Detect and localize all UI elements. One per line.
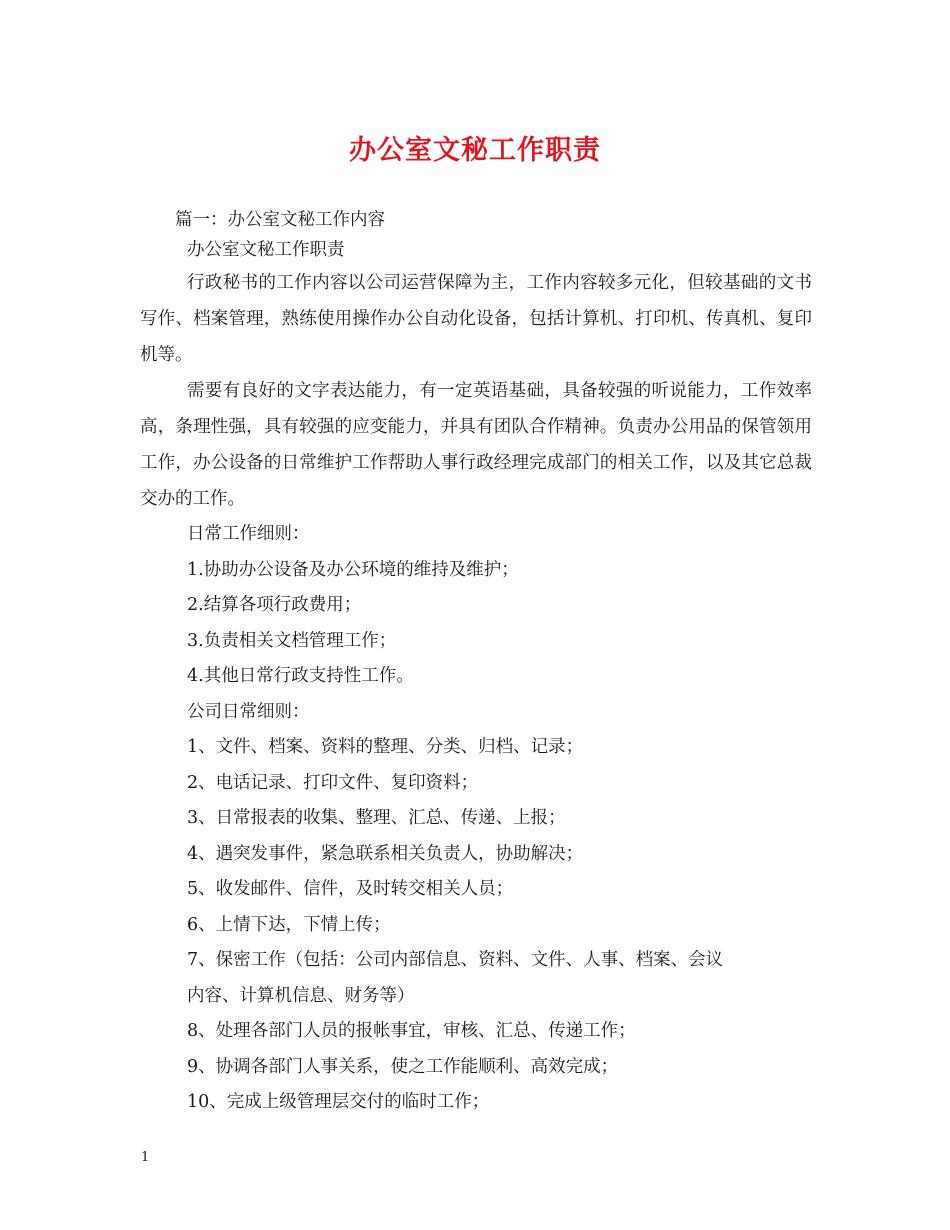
list-item: 10、完成上级管理层交付的临时工作； xyxy=(187,1092,490,1112)
list-item: 9、协调各部门人事关系，使之工作能顺利、高效完成； xyxy=(187,1056,619,1077)
document-body xyxy=(140,205,812,1121)
section-subtitle: 办公室文秘工作职责 xyxy=(187,240,345,260)
paragraph: 行政秘书的工作内容以公司运营保障为主，工作内容较多元化，但较基础的文书写作、档案管理，熟练使用操作办公自动化设备，包括计算机、打印机、传真机、复印机等。 xyxy=(140,273,812,365)
list-item: 8、处理各部门人员的报帐事宜，审核、汇总、传递工作； xyxy=(187,1021,636,1041)
list-item: 7、保密工作（包括：公司内部信息、资料、文件、人事、档案、会议 xyxy=(187,950,724,970)
list-item: 4、遇突发事件，紧急联系相关负责人，协助解决； xyxy=(187,843,584,864)
list-item: 3.负责相关文档管理工作； xyxy=(187,630,397,651)
page-number: 1 xyxy=(141,1150,150,1165)
daily-rules-heading: 日常工作细则： xyxy=(187,524,310,544)
list-item: 2.结算各项行政费用； xyxy=(187,595,362,615)
list-item: 5、收发邮件、信件，及时转交相关人员； xyxy=(187,879,514,899)
list-item: 6、上情下达，下情上传； xyxy=(187,914,391,935)
list-item: 1、文件、档案、资料的整理、分类、归档、记录； xyxy=(187,737,584,757)
document-title: 办公室文秘工作职责 xyxy=(349,135,601,166)
section-heading: 篇一：办公室文秘工作内容 xyxy=(175,210,385,230)
paragraph: 需要有良好的文字表达能力，有一定英语基础，具备较强的听说能力，工作效率高，条理性强，具有较强的应变能力，并具有团队合作精神。负责办公用品的保管领用工作，办公设备的日常维护工作帮助人事行政经理完成部门的相关工作，以及其它总裁交办的工作。 xyxy=(140,381,812,509)
list-item: 4.其他日常行政支持性工作。 xyxy=(187,666,414,686)
company-rules-heading: 公司日常细则： xyxy=(187,701,310,722)
list-item: 1.协助办公设备及办公环境的维持及维护； xyxy=(187,559,519,580)
list-item-continuation: 内容、计算机信息、财务等） xyxy=(187,985,415,1006)
list-item: 3、日常报表的收集、整理、汇总、传递、上报； xyxy=(187,808,566,828)
list-item: 2、电话记录、打印文件、复印资料； xyxy=(187,772,479,793)
